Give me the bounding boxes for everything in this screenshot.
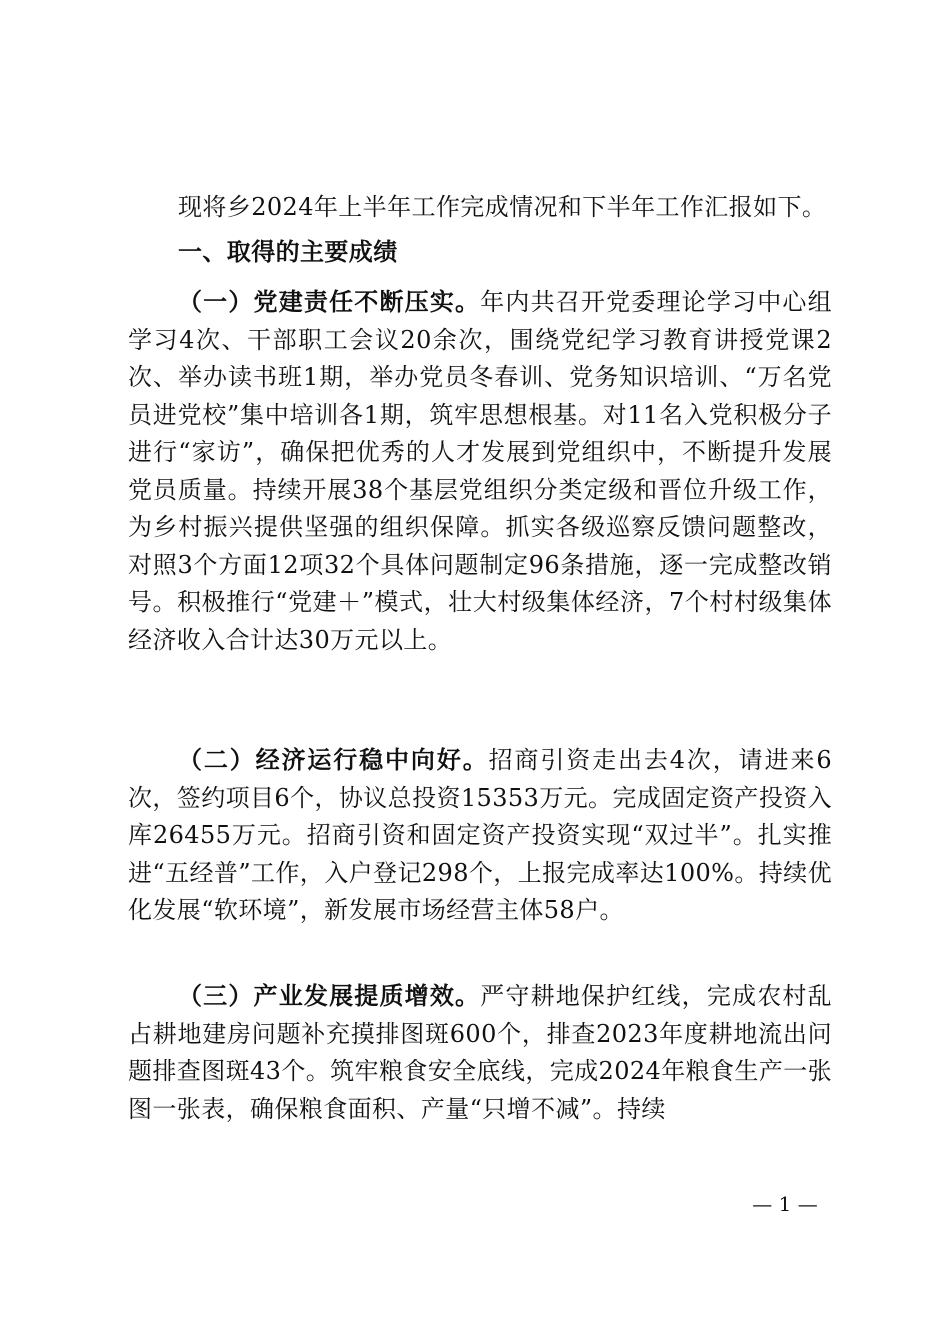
page-number: — 1 —	[752, 1192, 818, 1216]
paragraph-body: 招商引资走出去4次，请进来6次，签约项目6个，协议总投资15353万元。完成固定资产投资入库26455万元。招商引资和固定资产投资实现“双过半”。扎实推进“五经普”工作，入户登记298个，上报完成率达100%。持续优化发展“软环境”，新发展市场经营主体58户。	[128, 746, 833, 924]
paragraph-body: 年内共召开党委理论学习中心组学习4次、干部职工会议20余次，围绕党纪学习教育讲授党课2次、举办读书班1期，举办党员冬春训、党务知识培训、“万名党员进党校”集中培训各1期，筑牢思想根基。对11名入党积极分子进行“家访”，确保把优秀的人才发展到党组织中，不断提升发展党员质量。持续开展38个基层党组织分类定级和晋位升级工作，为乡村振兴提供坚强的组织保障。抓实各级巡察反馈问题整改，对照3个方面12项32个具体问题制定96条措施，逐一完成整改销号。积极推行“党建＋”模式，壮大村级集体经济，7个村村级集体经济收入合计达30万元以上。	[128, 288, 832, 654]
intro-paragraph: 现将乡2024年上半年工作完成情况和下半年工作汇报如下。	[178, 193, 827, 221]
paragraph-party-building	[128, 283, 832, 659]
section-heading: 一、取得的主要成绩	[178, 238, 398, 266]
paragraph-body: 严守耕地保护红线，完成农村乱占耕地建房问题补充摸排图斑600个，排查2023年度耕地流出问题排查图斑43个。筑牢粮食安全底线，完成2024年粮食生产一张图一张表，确保粮食面积、产量“只增不减”。持续	[128, 982, 833, 1123]
paragraph-lead: （一）党建责任不断压实。	[178, 287, 481, 316]
paragraph-industry	[128, 977, 832, 1128]
paragraph-economy	[128, 741, 832, 930]
paragraph-lead: （三）产业发展提质增效。	[178, 981, 481, 1010]
paragraph-lead: （二）经济运行稳中向好。	[178, 745, 489, 774]
